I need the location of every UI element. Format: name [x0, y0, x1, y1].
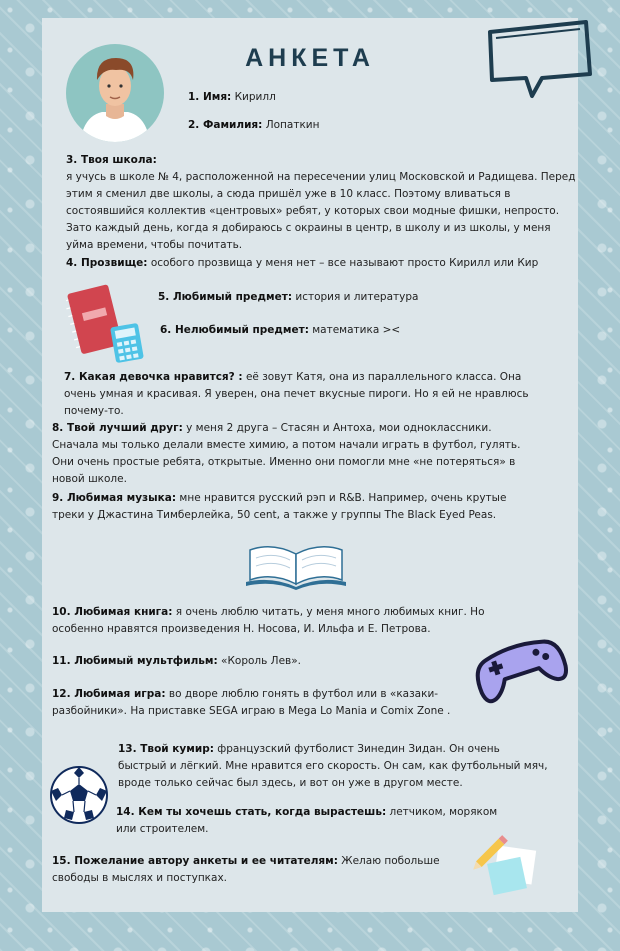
gamepad-icon: [470, 628, 570, 708]
page-title: АНКЕТА: [245, 44, 375, 72]
speech-bubble-icon: [482, 16, 594, 100]
q-book: 10. Любимая книга: я очень люблю читать, у меня много любимых книг. Но особенно нравятся произведения Н. Носова, И. Ильфа и Е. Петрова.: [52, 606, 485, 635]
q-music: 9. Любимая музыка: мне нравится русский рэп и R&B. Например, очень крутые треки у Джастина Тимберлейка, 50 cent, а также у группы The Black Eyed Peas.: [52, 492, 507, 521]
pencil-icon: [470, 828, 516, 872]
q-unfav-subject: 6. Нелюбимый предмет: математика ><: [160, 324, 401, 336]
soccer-ball-icon: [48, 764, 110, 826]
q-wish: 15. Пожелание автору анкеты и ее читателям: Желаю побольше свободы в мыслях и поступках.: [52, 855, 440, 884]
q-fav-subject: 5. Любимый предмет: история и литература: [158, 291, 419, 303]
open-book-icon: [242, 540, 350, 590]
q-game: 12. Любимая игра: во дворе люблю гонять в футбол или в «казаки-разбойники». На приставке SEGA играю в Mega Lo Mania и Comix Zone .: [52, 688, 451, 717]
q-name: 1. Имя: Кирилл: [188, 91, 276, 103]
q-idol: 13. Твой кумир: французский футболист Зинедин Зидан. Он очень быстрый и лёгкий. Мне нравится его скорость. Он сам, как футбольный мяч, вроде только сейчас был здесь, и вот он уже в другом месте.: [118, 743, 548, 789]
q-career: 14. Кем ты хочешь стать, когда вырастешь: летчиком, моряком или строителем.: [116, 806, 498, 835]
q-girl: 7. Какая девочка нравится? : её зовут Катя, она из параллельного класса. Она очень умная и красивая. Я уверен, она печет вкусные пироги. Но я ей не нравлюсь почему-то.: [64, 371, 529, 417]
q-surname: 2. Фамилия: Лопаткин: [188, 119, 320, 131]
avatar: [66, 44, 164, 142]
q-cartoon: 11. Любимый мультфильм: «Король Лев».: [52, 655, 301, 667]
q-school: 3. Твоя школа: я учусь в школе № 4, расположенной на пересечении улиц Московской и Радищева. Перед этим я сменил две школы, а сюда пришёл уже в 10 класс. Поэтому вливаться в состоявшийся коллектив «центровых» ребят, у которых свои модные фишки, непросто. Зато каждый день, когда я добираюсь с окраины в центр, в школу и из школы, у меня уйма времени, чтобы почитать.: [66, 154, 576, 251]
q-nickname: 4. Прозвище: особого прозвища у меня нет – все называют просто Кирилл или Кир: [66, 257, 539, 269]
calculator-icon: [108, 322, 146, 364]
q-friend: 8. Твой лучший друг: у меня 2 друга – Стасян и Антоха, мои одноклассники. Сначала мы только делали вместе химию, а потом начали играть в футбол, гулять. Они очень простые ребята, открытые. Именно они помогли мне «не потеряться» в новой школе.: [52, 422, 521, 485]
